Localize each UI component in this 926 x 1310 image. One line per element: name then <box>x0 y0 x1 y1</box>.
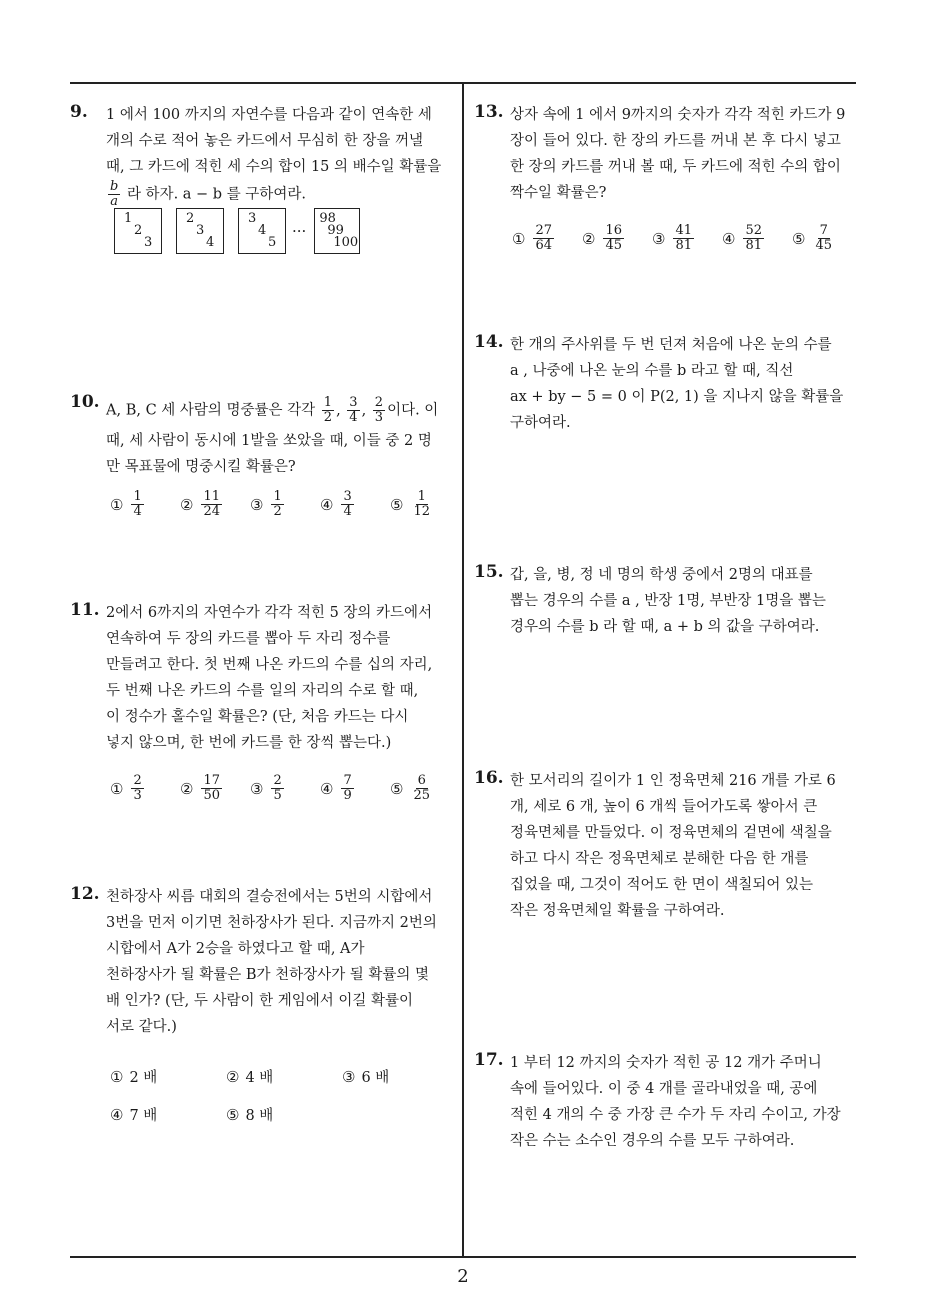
question-text: 갑, 을, 병, 정 네 명의 학생 중에서 2명의 대표를 뽑는 경우의 수를 a , 반장 1명, 부반장 1명을 뽑는 경우의 수를 b 라 할 때, a + b 의 값을 구하여라. <box>510 567 826 635</box>
fraction-b-over-a: $\frac{b}{a}$ <box>110 179 119 209</box>
choice-2[interactable]: ② $\frac{17}{50}$ <box>180 773 220 803</box>
card-examples <box>114 208 374 254</box>
choice-5[interactable]: ⑤ $\frac{7}{45}$ <box>792 223 832 253</box>
choice-1[interactable]: ① $\frac{27}{64}$ <box>512 223 552 253</box>
choice-2[interactable]: ② 4 배 <box>226 1067 274 1086</box>
question-number: 15. <box>474 562 504 582</box>
question-number: 17. <box>474 1050 504 1070</box>
choice-3[interactable]: ③ $\frac{1}{2}$ <box>250 489 282 519</box>
answer-choices <box>110 774 460 803</box>
card: 3 4 5 <box>238 208 286 254</box>
choice-4[interactable]: ④ 7 배 <box>110 1105 158 1124</box>
question-number: 11. <box>70 600 100 620</box>
choice-1[interactable]: ① $\frac{2}{3}$ <box>110 773 142 803</box>
column-divider <box>462 82 464 1257</box>
answer-choices-row-2 <box>110 1104 342 1125</box>
choice-4[interactable]: ④ $\frac{3}{4}$ <box>320 489 352 519</box>
fraction: $\frac{3}{4}$ <box>349 395 358 425</box>
choice-1[interactable]: ① 2 배 <box>110 1067 158 1086</box>
question-text: 1 에서 100 까지의 자연수를 다음과 같이 연속한 세 개의 수로 적어 놓은 카드에서 무심히 한 장을 꺼낼 때, 그 카드에 적힌 세 수의 합이 15 의 배수일 확률을 $\frac{b}{a}$ 라 하자. a − b 를 구하여라. <box>106 107 442 209</box>
answer-choices <box>110 490 460 519</box>
bottom-rule <box>70 1256 856 1258</box>
choice-4[interactable]: ④ $\frac{7}{9}$ <box>320 773 352 803</box>
choice-3[interactable]: ③ $\frac{2}{5}$ <box>250 773 282 803</box>
choice-4[interactable]: ④ $\frac{52}{81}$ <box>722 223 762 253</box>
card: 98 99 100 <box>314 208 360 254</box>
question-number: 10. <box>70 392 100 412</box>
question-number: 13. <box>474 102 504 122</box>
card: 2 3 4 <box>176 208 224 254</box>
choice-5[interactable]: ⑤ 8 배 <box>226 1105 274 1124</box>
question-text: A, B, C 세 사람의 명중률은 각각 $\frac{1}{2}$ , $\frac{3}{4}$ , $\frac{2}{3}$ 이다. 이 때, 세 사람이 동시에 1발을 쏘았을 때, 이들 중 2 명 만 목표물에 명중시킬 확률은? <box>106 395 439 475</box>
choice-5[interactable]: ⑤ $\frac{1}{12}$ <box>390 489 430 519</box>
page-number: 2 <box>457 1266 469 1287</box>
answer-choices-row-1 <box>110 1066 458 1087</box>
question-text: 1 부터 12 까지의 숫자가 적힌 공 12 개가 주머니 속에 들어있다. 이 중 4 개를 골라내었을 때, 공에 적힌 4 개의 수 중 가장 큰 수가 두 자리 수이고, 가장 작은 수는 소수인 경우의 수를 모두 구하여라. <box>510 1055 841 1149</box>
ellipsis: ··· <box>292 222 307 240</box>
question-number: 14. <box>474 332 504 352</box>
choice-3[interactable]: ③ $\frac{41}{81}$ <box>652 223 692 253</box>
fraction: $\frac{2}{3}$ <box>374 395 384 425</box>
choice-2[interactable]: ② $\frac{11}{24}$ <box>180 489 220 519</box>
card: 1 2 3 <box>114 208 162 254</box>
question-number: 9. <box>70 102 88 122</box>
choice-3[interactable]: ③ 6 배 <box>342 1067 390 1086</box>
fraction: $\frac{1}{2}$ <box>323 395 333 425</box>
question-text: 2에서 6까지의 자연수가 각각 적힌 5 장의 카드에서 연속하여 두 장의 카드를 뽑아 두 자리 정수를 만들려고 한다. 첫 번째 나온 카드의 수를 십의 자리, 두 번째 나온 카드의 수를 일의 자리의 수로 할 때, 이 정수가 홀수일 확률은? (단, 처음 카드는 다시 넣지 않으며, 한 번에 카드를 한 장씩 뽑는다.) <box>106 605 433 751</box>
question-number: 16. <box>474 768 504 788</box>
question-text: 천하장사 씨름 대회의 결승전에서는 5번의 시합에서 3번을 먼저 이기면 천하장사가 된다. 지금까지 2번의 시합에서 A가 2승을 하였다고 할 때, A가 천하장사가 될 확률은 B가 천하장사가 될 확률의 몇 배 인가? (단, 두 사람이 한 게임에서 이길 확률이 서로 같다.) <box>106 889 437 1035</box>
question-number: 12. <box>70 884 100 904</box>
choice-1[interactable]: ① $\frac{1}{4}$ <box>110 489 142 519</box>
choice-2[interactable]: ② $\frac{16}{45}$ <box>582 223 622 253</box>
question-text: 한 개의 주사위를 두 번 던져 처음에 나온 눈의 수를 a , 나중에 나온 눈의 수를 b 라고 할 때, 직선 ax + by − 5 = 0 이 P(2, 1) 을 지나지 않을 확률을 구하여라. <box>510 337 844 431</box>
answer-choices <box>512 224 862 253</box>
question-text: 한 모서리의 길이가 1 인 정육면체 216 개를 가로 6 개, 세로 6 개, 높이 6 개씩 들어가도록 쌓아서 큰 정육면체를 만들었다. 이 정육면체의 겉면에 색칠을 하고 다시 작은 정육면체로 분해한 다음 한 개를 집었을 때, 그것이 적어도 한 면이 색칠되어 있는 작은 정육면체일 확률을 구하여라. <box>510 773 836 919</box>
choice-5[interactable]: ⑤ $\frac{6}{25}$ <box>390 773 430 803</box>
question-text: 상자 속에 1 에서 9까지의 숫자가 각각 적힌 카드가 9 장이 들어 있다. 한 장의 카드를 꺼내 본 후 다시 넣고 한 장의 카드를 꺼내 볼 때, 두 카드에 적힌 수의 합이 짝수일 확률은? <box>510 107 846 201</box>
